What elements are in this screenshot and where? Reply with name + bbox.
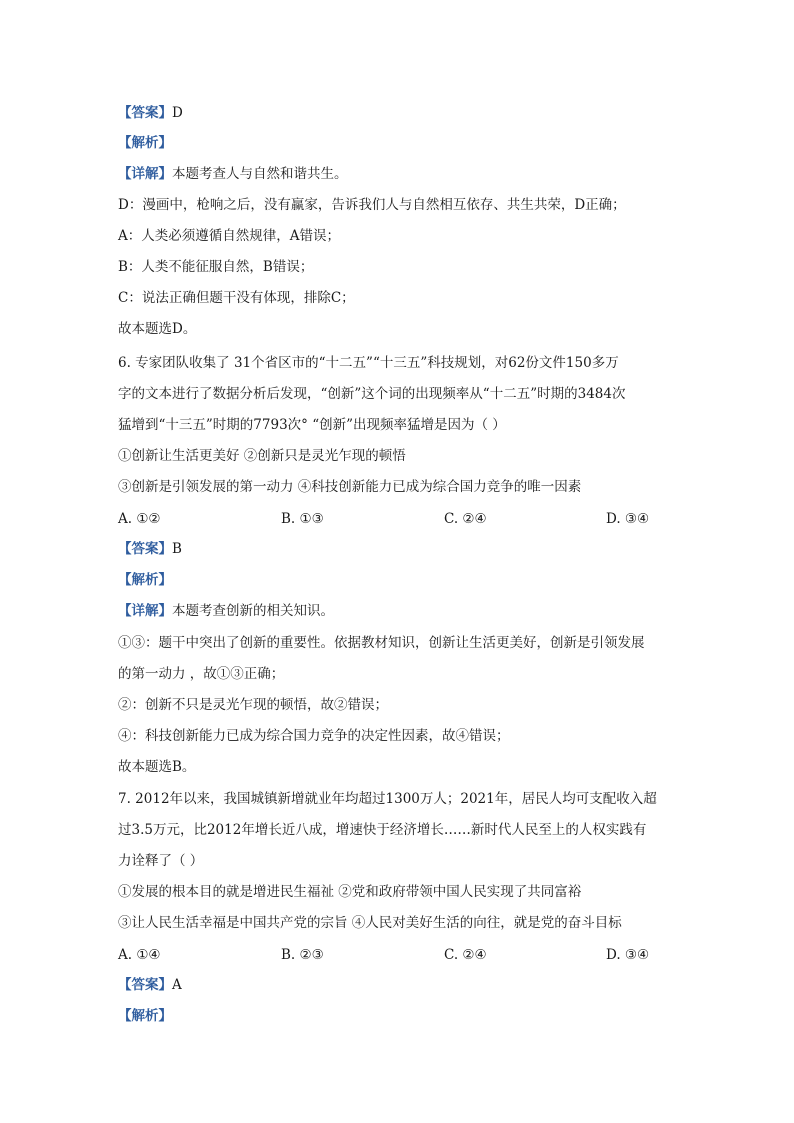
q5-explanation-line: C：说法正确但题干没有体现，排除C； bbox=[118, 290, 355, 306]
q7-stem-line: 过3.5万元，比2012年增长近八成，增速快于经济增长……新时代人民至上的人权实践有 bbox=[118, 822, 647, 838]
q6-conclusion-line: 故本题选B。 bbox=[118, 759, 196, 775]
q6-option-d: D. ③④ bbox=[606, 511, 650, 527]
q6-analysis-tag bbox=[118, 571, 172, 589]
detail-tag: 【详解】 bbox=[118, 603, 172, 619]
detail-text: 本题考查人与自然和谐共生。 bbox=[172, 166, 348, 182]
answer-tag: 【答案】 bbox=[118, 105, 172, 121]
q5-conclusion-line: 故本题选D。 bbox=[118, 321, 197, 337]
analysis-tag: 【解析】 bbox=[118, 135, 172, 151]
q7-statement-line: ①发展的根本目的就是增进民生福祉 ②党和政府带领中国人民实现了共同富裕 bbox=[118, 884, 582, 900]
q6-stem-line: 6. 专家团队收集了 31个省区市的“十二五”“十三五”科技规划，对62份文件150多万 bbox=[118, 355, 619, 371]
answer-tag: 【答案】 bbox=[118, 541, 172, 557]
q6-stem-line: 字的文本进行了数据分析后发现，“创新”这个词的出现频率从“十二五”时期的3484次 bbox=[118, 386, 626, 402]
q5-detail-line bbox=[118, 165, 348, 183]
detail-tag: 【详解】 bbox=[118, 166, 172, 182]
q6-explanation-line: 的第一动力 ，故①③正确； bbox=[118, 666, 285, 682]
q7-stem-line: 力诠释了（ ） bbox=[118, 853, 204, 869]
q7-option-c: C. ②④ bbox=[444, 947, 487, 963]
q7-option-b: B. ②③ bbox=[281, 947, 324, 963]
q6-answer-line bbox=[118, 540, 182, 558]
q6-explanation-line: ②：创新不只是灵光乍现的顿悟，故②错误； bbox=[118, 697, 388, 713]
q5-explanation-line: D：漫画中，枪响之后，没有赢家，告诉我们人与自然相互依存、共生共荣，D正确； bbox=[118, 197, 626, 213]
q7-analysis-tag bbox=[118, 1007, 172, 1025]
answer-value: D bbox=[172, 105, 183, 121]
q6-option-b: B. ①③ bbox=[281, 511, 324, 527]
q5-analysis-tag bbox=[118, 134, 172, 152]
q6-statement-line: ③创新是引领发展的第一动力 ④科技创新能力已成为综合国力竞争的唯一因素 bbox=[118, 479, 582, 495]
q6-explanation-line: ④：科技创新能力已成为综合国力竞争的决定性因素，故④错误； bbox=[118, 728, 510, 744]
q5-answer-line bbox=[118, 104, 183, 122]
answer-value: B bbox=[172, 541, 182, 557]
analysis-tag: 【解析】 bbox=[118, 1008, 172, 1024]
answer-tag: 【答案】 bbox=[118, 977, 172, 993]
q7-statement-line: ③让人民生活幸福是中国共产党的宗旨 ④人民对美好生活的向往，就是党的奋斗目标 bbox=[118, 915, 622, 931]
q7-options-row bbox=[118, 946, 678, 964]
q6-options-row bbox=[118, 510, 678, 528]
q6-detail-line bbox=[118, 602, 334, 620]
q6-option-a: A. ①② bbox=[118, 511, 161, 527]
answer-value: A bbox=[172, 977, 182, 993]
analysis-tag: 【解析】 bbox=[118, 572, 172, 588]
q6-statement-line: ①创新让生活更美好 ②创新只是灵光乍现的顿悟 bbox=[118, 448, 406, 464]
q6-stem-line: 猛增到“十三五”时期的7793次° “创新”出现频率猛增是因为（ ） bbox=[118, 417, 506, 433]
q7-answer-line bbox=[118, 976, 182, 994]
q5-explanation-line: A：人类必须遵循自然规律，A错误； bbox=[118, 228, 340, 244]
q6-option-c: C. ②④ bbox=[444, 511, 487, 527]
q5-explanation-line: B：人类不能征服自然，B错误； bbox=[118, 259, 314, 275]
q7-option-d: D. ③④ bbox=[606, 947, 650, 963]
q7-stem-line: 7. 2012年以来，我国城镇新增就业年均超过1300万人；2021年，居民人均可支配收入超 bbox=[118, 791, 657, 807]
q6-explanation-line: ①③：题干中突出了创新的重要性。依据教材知识，创新让生活更美好，创新是引领发展 bbox=[118, 635, 645, 651]
detail-text: 本题考查创新的相关知识。 bbox=[172, 603, 334, 619]
q7-option-a: A. ①④ bbox=[118, 947, 161, 963]
